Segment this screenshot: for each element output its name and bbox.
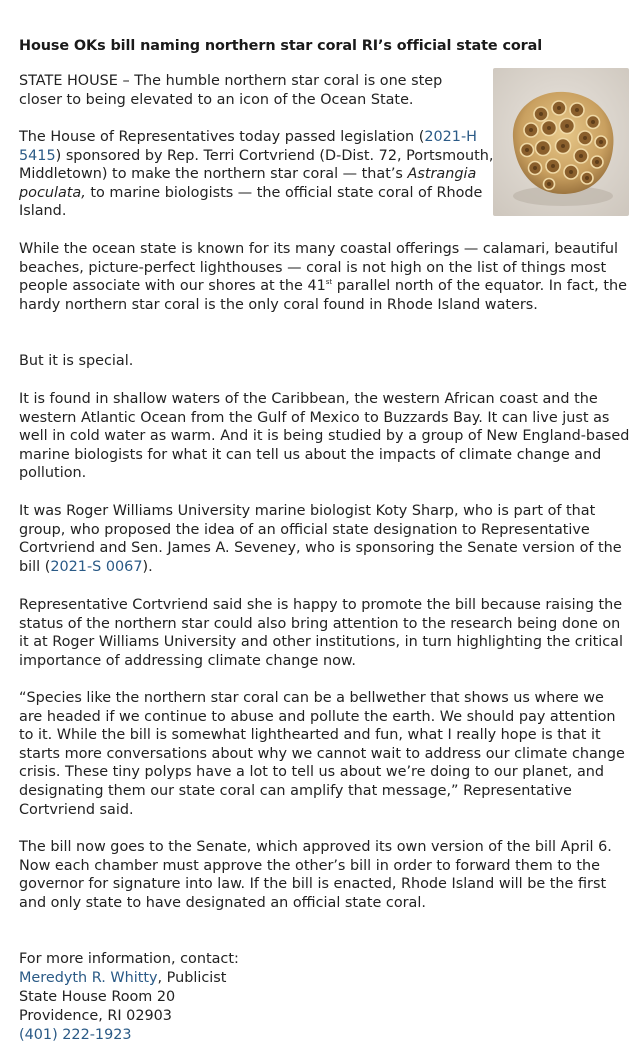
species-name: Astrangia poculata, xyxy=(19,166,477,201)
ordinal-suffix: st xyxy=(325,278,333,287)
paragraph-coastal xyxy=(19,240,631,314)
paragraph-legislation xyxy=(19,128,494,221)
bill-link-2021-h-5415[interactable]: 2021-H 5415 xyxy=(19,129,477,164)
contact-block xyxy=(19,950,239,1045)
contact-room: State House Room 20 xyxy=(19,989,176,1005)
paragraph-habitat: It is found in shallow waters of the Caribbean, the western African coast and the western Atlantic Ocean from the Gulf of Mexico to Buzzards Bay. It can live just as well in cold water as warm. And it is being studied by a group of New England-based marine biologists for what it can tell us about the impacts of climate change and pollution. xyxy=(19,391,630,482)
top-bar xyxy=(0,0,640,30)
headline: House OKs bill naming northern star coral RI’s official state coral xyxy=(19,38,543,54)
paragraph-intro: STATE HOUSE – The humble northern star coral is one step closer to being elevated to an icon of the Ocean State. xyxy=(19,73,443,108)
contact-city: Providence, RI 02903 xyxy=(19,1008,172,1024)
contact-title: , Publicist xyxy=(157,970,227,986)
p2-text-c: to marine biologists — the official state coral of Rhode Island. xyxy=(19,184,483,220)
contact-person xyxy=(19,969,239,988)
p3-text-b: parallel north of the equator. In fact, the hardy northern star coral is the only coral found in Rhode Island waters. xyxy=(19,278,627,313)
coral-photo xyxy=(493,68,629,216)
paragraph-next-steps: The bill now goes to the Senate, which approved its own version of the bill April 6. Now each chamber must approve the other’s bill in order to forward them to the governor for signature into law. If the bill is enacted, Rhode Island will be the first and only state to have designated an official state coral. xyxy=(19,839,612,911)
p6-text-a: It was Roger Williams University marine biologist Koty Sharp, who is part of that group, who proposed the idea of an official state designation to Representative Cortvriend and Sen. James A. Seveney, who is sponsoring the Senate version of the bill ( xyxy=(19,503,622,575)
press-release xyxy=(19,38,631,1043)
p2-text-b: ) sponsored by Rep. Terri Cortvriend (D-Dist. 72, Portsmouth, Middletown) to make the northern star coral — that’s xyxy=(19,147,494,183)
bill-link-2021-s-0067[interactable]: 2021-S 0067 xyxy=(50,558,143,575)
p3-text-a: While the ocean state is known for its many coastal offerings — calamari, beautiful beaches, picture-perfect lighthouses — coral is not high on the list of things most people associate with our shores at the 41 xyxy=(19,241,619,295)
contact-intro: For more information, contact: xyxy=(19,951,239,967)
paragraph-promote: Representative Cortvriend said she is happy to promote the bill because raising the status of the northern star could also bring attention to the research being done on it at Roger Williams University and other institutions, in turn highlighting the critical importance of addressing climate change now. xyxy=(19,597,623,669)
coral-image xyxy=(493,68,629,216)
paragraph-special: But it is special. xyxy=(19,353,134,369)
publicist-email-link[interactable]: Meredyth R. Whitty xyxy=(19,970,158,986)
p6-text-b: ). xyxy=(142,558,153,575)
paragraph-designation xyxy=(19,502,631,576)
paragraph-quote: “Species like the northern star coral can be a bellwether that shows us where we are headed if we continue to abuse and pollute the earth. We should pay attention to it. While the bill is somewhat lighthearted and fun, what I really hope is that it starts more conversations about why we cannot wait to address our climate change crisis. These tiny polyps have a lot to tell us about we’re doing to our planet, and designating them our state coral can amplify that message,” Representative Cortvriend said. xyxy=(19,690,625,818)
p2-text-a: The House of Representatives today passed legislation ( xyxy=(19,129,425,145)
contact-phone-link[interactable]: (401) 222-1923 xyxy=(19,1027,132,1043)
